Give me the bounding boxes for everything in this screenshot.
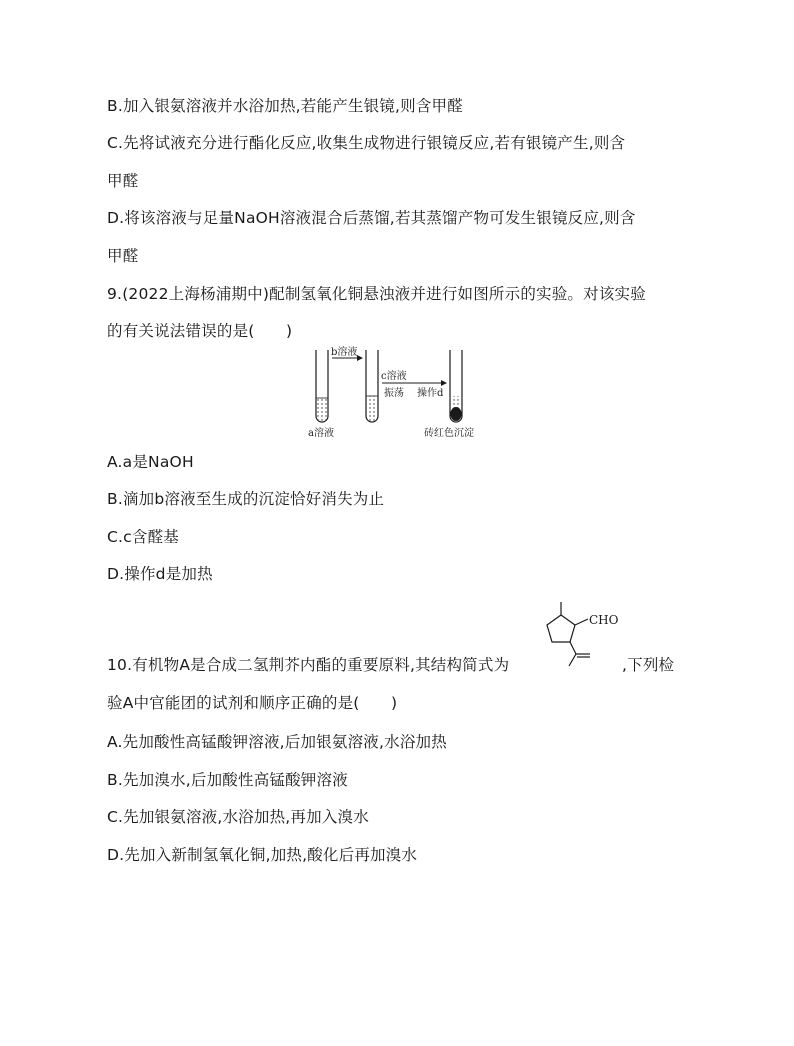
test-tube-3 [450, 350, 462, 422]
q8-option-d-line2: 甲醛 [107, 247, 139, 265]
test-tube-2 [366, 350, 378, 422]
q9-option-d: D.操作d是加热 [107, 565, 213, 583]
q10-stem-line2: 验A中官能团的试剂和顺序正确的是( ) [107, 694, 398, 712]
q10-option-a: A.先加酸性高锰酸钾溶液,后加银氨溶液,水浴加热 [107, 733, 447, 751]
cho-label: CHO [589, 613, 619, 627]
arrow2-label-bottom: 振荡 [384, 388, 404, 399]
test-tube-1 [316, 350, 328, 422]
q8-option-b: B.加入银氨溶液并水浴加热,若能产生银镜,则含甲醛 [107, 97, 463, 115]
q10-option-d: D.先加入新制氢氧化铜,加热,酸化后再加溴水 [107, 846, 418, 864]
q9-option-c: C.c含醛基 [107, 528, 179, 546]
q9-test-tube-figure [300, 346, 500, 446]
tube3-caption: 砖红色沉淀 [424, 428, 474, 439]
q8-option-c-line2: 甲醛 [107, 172, 139, 190]
red-precipitate [450, 407, 461, 421]
q10-structure-formula [535, 598, 625, 678]
q10-stem-line1-part2: ,下列检 [622, 656, 675, 674]
q9-stem-line1: 9.(2022上海杨浦期中)配制氢氧化铜悬浊液并进行如图所示的实验。对该实验 [107, 285, 646, 303]
q8-option-c-line1: C.先将试液充分进行酯化反应,收集生成物进行银镜反应,若有银镜产生,则含 [107, 134, 626, 152]
q8-option-d-line1: D.将该溶液与足量NaOH溶液混合后蒸馏,若其蒸馏产物可发生银镜反应,则含 [107, 209, 636, 227]
arrow3-label: 操作d [417, 388, 444, 399]
arrow2-label-top: c溶液 [381, 371, 407, 382]
q9-option-a: A.a是NaOH [107, 453, 194, 471]
tube1-caption: a溶液 [308, 428, 334, 439]
q10-option-c: C.先加银氨溶液,水浴加热,再加入溴水 [107, 808, 369, 826]
arrow1-label: b溶液 [331, 347, 358, 358]
q9-option-b: B.滴加b溶液至生成的沉淀恰好消失为止 [107, 490, 385, 508]
q9-stem-line2: 的有关说法错误的是( ) [107, 322, 293, 340]
q10-option-b: B.先加溴水,后加酸性高锰酸钾溶液 [107, 771, 348, 789]
q10-stem-line1-part1: 10.有机物A是合成二氢荆芥内酯的重要原料,其结构简式为 [107, 656, 510, 674]
